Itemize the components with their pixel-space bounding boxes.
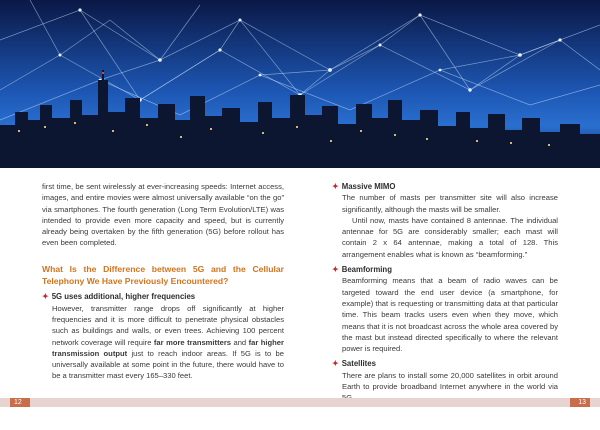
page-number-right: 13 — [578, 399, 586, 406]
page-number-left: 12 — [14, 399, 22, 406]
star-bullet-icon: ✦ — [332, 359, 339, 369]
network-lines-illustration — [0, 0, 600, 168]
right-footer-bar — [300, 398, 600, 407]
satellites-paragraph: There are plans to install some 20,000 satellites in orbit around Earth to provide broadband Internet anywhere in the world via — [342, 370, 558, 392]
star-bullet-icon: ✦ — [332, 265, 339, 275]
subheading-beamforming: ✦ Beamforming — [332, 265, 392, 275]
subheading-satellites: ✦ Satellites — [332, 359, 376, 369]
higher-frequencies-paragraph: However, transmitter range drops off significantly at higher frequencies and it is more difficult to penetrate physical obstacles such as buildings and walls, or even trees. Achieving 100 percent network coverage will require far more transmitters and far higher transmission output just to reach indoor areas. If 5G is to be universally available at some point in the future, there would have to be a transmitter mast every 165–330 feet. — [52, 303, 284, 381]
subheading-higher-frequencies: ✦ 5G uses additional, higher frequencies — [42, 292, 196, 302]
beamforming-paragraph: Beamforming means that a beam of radio waves can be targeted toward the end user device (a smartphone, for example) that is requesting or transmitting data at that particular time. This beam tracks users even when they move, which means that it is not broadcast across the whole area covered by the mast but instead directed specifically to where the relevant power is required. — [342, 276, 558, 354]
right-page-column — [332, 181, 558, 404]
city-network-photo — [0, 0, 600, 168]
subheading-massive-mimo: ✦ Massive MIMO — [332, 182, 396, 191]
mimo-paragraph-2: Until now, masts have contained 8 antennae. The individual antennae for 5G are considerably smaller; each mast will contain 2 x 64 antennae, making a total of 128. This arrangement enables what is known as “beamforming.” — [342, 215, 558, 259]
star-bullet-icon: ✦ — [332, 182, 339, 191]
section-heading: What Is the Difference between 5G and the Cellular Telephony We Have Previously Encountered? — [42, 263, 284, 286]
left-footer-bar — [0, 398, 300, 407]
mimo-paragraph-1: The number of masts per transmitter site will also increase significantly, although the masts will be smaller. — [342, 193, 558, 214]
intro-paragraph: first time, be sent wirelessly at ever-increasing speeds: Internet access, images, and entire movies were almost universally available “on the go” via smartphones. The fourth generation (Long Term Evolution/LTE) was intended to provide even more capacity and speed, but is currently already being overtaken by the fifth generation (5G) before rollout has even been completed. — [42, 182, 284, 248]
left-page-column — [42, 181, 284, 382]
star-bullet-icon: ✦ — [42, 292, 49, 302]
